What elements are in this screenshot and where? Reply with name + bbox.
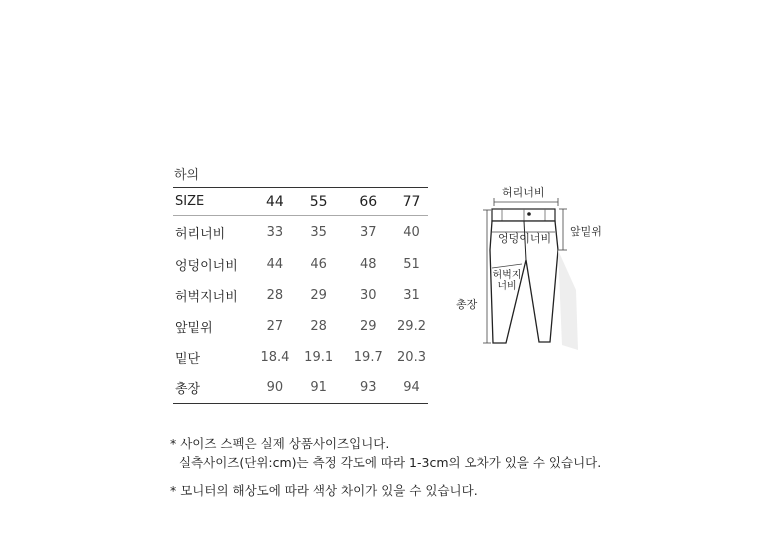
table-cell: 94 <box>395 373 428 404</box>
front-rise-label: 앞밑위 <box>570 225 602 238</box>
table-row <box>173 216 428 249</box>
table-cell: 19.1 <box>304 349 334 365</box>
table-cell: 31 <box>403 287 420 303</box>
table-cell: 91 <box>296 373 342 404</box>
table-cell: 28 <box>266 287 284 303</box>
row-label: 엉덩이너비 <box>175 258 238 274</box>
waist-width-label: 허리너비 <box>502 186 545 199</box>
thigh-width-label: 허벅지 너비 <box>492 270 522 292</box>
table-cell: 40 <box>403 224 420 240</box>
table-cell: 18.4 <box>260 349 290 365</box>
row-label: 허리너비 <box>175 226 226 242</box>
size-col-66: 66 <box>342 188 396 216</box>
table-row <box>173 280 428 311</box>
table-cell: 29.2 <box>397 318 426 334</box>
table-cell: 90 <box>254 373 296 404</box>
notes <box>170 434 601 500</box>
row-label: 허벅지너비 <box>175 289 238 305</box>
table-cell: 44 <box>266 256 284 272</box>
table-cell: 46 <box>310 256 327 272</box>
size-col-77: 77 <box>395 188 428 216</box>
size-header-row <box>173 188 428 216</box>
size-col-44: 44 <box>254 188 296 216</box>
size-header-label: SIZE <box>173 188 254 216</box>
table-row <box>173 311 428 342</box>
note-line: 실측사이즈(단위:cm)는 측정 각도에 따라 1-3cm의 오차가 있을 수 있습니다. <box>179 455 602 470</box>
table-row <box>173 373 428 404</box>
row-label: 총장 <box>173 373 254 404</box>
section-title: 하의 <box>174 168 200 183</box>
table-cell: 37 <box>359 224 377 240</box>
table-cell: 28 <box>310 318 327 334</box>
hip-width-label: 엉덩이너비 <box>498 232 552 245</box>
table-cell: 48 <box>359 256 377 272</box>
table-cell: 33 <box>266 224 284 240</box>
total-length-label: 총장 <box>456 298 478 311</box>
note-line: * 모니터의 해상도에 따라 색상 차이가 있을 수 있습니다. <box>170 483 478 498</box>
table-cell: 51 <box>403 256 420 272</box>
table-cell: 27 <box>266 318 284 334</box>
row-label: 앞밑위 <box>175 320 213 336</box>
size-table <box>173 187 428 404</box>
pants-measurement-diagram <box>450 180 620 360</box>
table-row <box>173 249 428 280</box>
pants-illustration <box>450 180 620 360</box>
row-label: 밑단 <box>175 351 201 367</box>
table-cell: 30 <box>359 287 377 303</box>
table-cell: 93 <box>342 373 396 404</box>
table-cell: 20.3 <box>397 349 426 365</box>
table-cell: 29 <box>359 318 377 334</box>
table-cell: 35 <box>310 224 327 240</box>
table-row <box>173 342 428 373</box>
size-col-55: 55 <box>296 188 342 216</box>
table-cell: 19.7 <box>353 349 383 365</box>
table-cell: 29 <box>310 287 327 303</box>
note-line: * 사이즈 스펙은 실제 상품사이즈입니다. <box>170 436 390 451</box>
